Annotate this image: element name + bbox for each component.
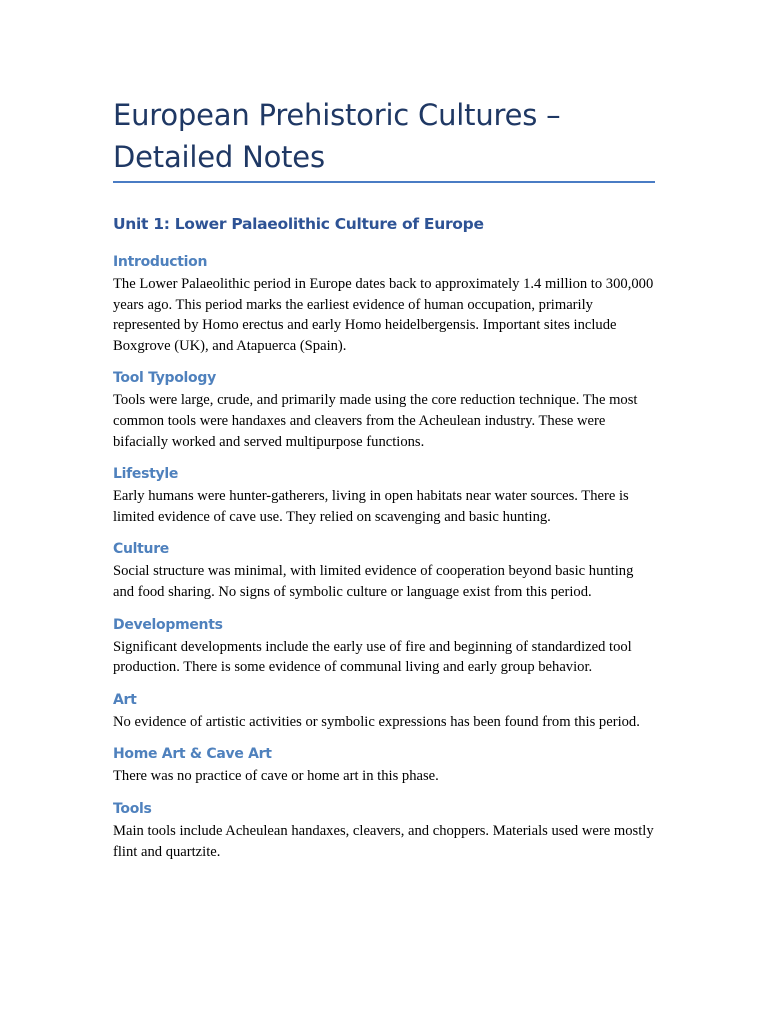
section-heading: Developments [113, 616, 223, 633]
section-heading: Tools [113, 800, 152, 817]
section-developments [113, 615, 655, 678]
document-page [113, 94, 655, 862]
section-heading: Culture [113, 541, 169, 558]
section-body: The Lower Palaeolithic period in Europe dates back to approximately 1.4 million to 300,000 years ago. This period marks the earliest evidence of human occupation, primarily represented by Homo erectus and early Homo heidelbergensis. Important sites include Boxgrove (UK), and Atapuerca (Spain). [113, 276, 654, 354]
section-art [113, 690, 655, 733]
section-lifestyle [113, 464, 655, 527]
section-tools [113, 799, 655, 862]
section-heading: Introduction [113, 254, 208, 270]
section-body: Tools were large, crude, and primarily made using the core reduction technique. The most common tools were handaxes and cleavers from the Acheulean industry. These were bifacially worked and served multipurpose functions. [113, 392, 638, 450]
section-body: Significant developments include the early use of fire and beginning of standardized tool production. There is some evidence of communal living and early group behavior. [113, 638, 632, 676]
section-heading: Tool Typology [113, 370, 216, 387]
section-heading: Lifestyle [113, 466, 179, 483]
section-heading: Home Art & Cave Art [113, 746, 272, 763]
section-body: Social structure was minimal, with limited evidence of cooperation beyond basic hunting and food sharing. No signs of symbolic culture or language exist from this period. [113, 563, 634, 600]
title-underline-divider [113, 181, 655, 183]
document-title-line-2: Detailed Notes [113, 140, 325, 174]
section-culture [113, 539, 655, 602]
document-title [113, 94, 655, 178]
unit-heading: Unit 1: Lower Palaeolithic Culture of Europe [113, 215, 484, 233]
section-body: Early humans were hunter-gatherers, living in open habitats near water sources. There is limited evidence of cave use. They relied on scavenging and basic hunting. [113, 488, 629, 525]
section-body: There was no practice of cave or home art in this phase. [113, 768, 439, 785]
section-home-art-cave-art [113, 744, 655, 787]
section-body: No evidence of artistic activities or symbolic expressions has been found from this period. [113, 713, 640, 730]
section-introduction [113, 252, 655, 356]
document-title-line-1: European Prehistoric Cultures – [113, 98, 561, 132]
section-heading: Art [113, 691, 137, 708]
section-body: Main tools include Acheulean handaxes, cleavers, and choppers. Materials used were mostly flint and quartzite. [113, 822, 654, 860]
section-tool-typology [113, 368, 655, 452]
